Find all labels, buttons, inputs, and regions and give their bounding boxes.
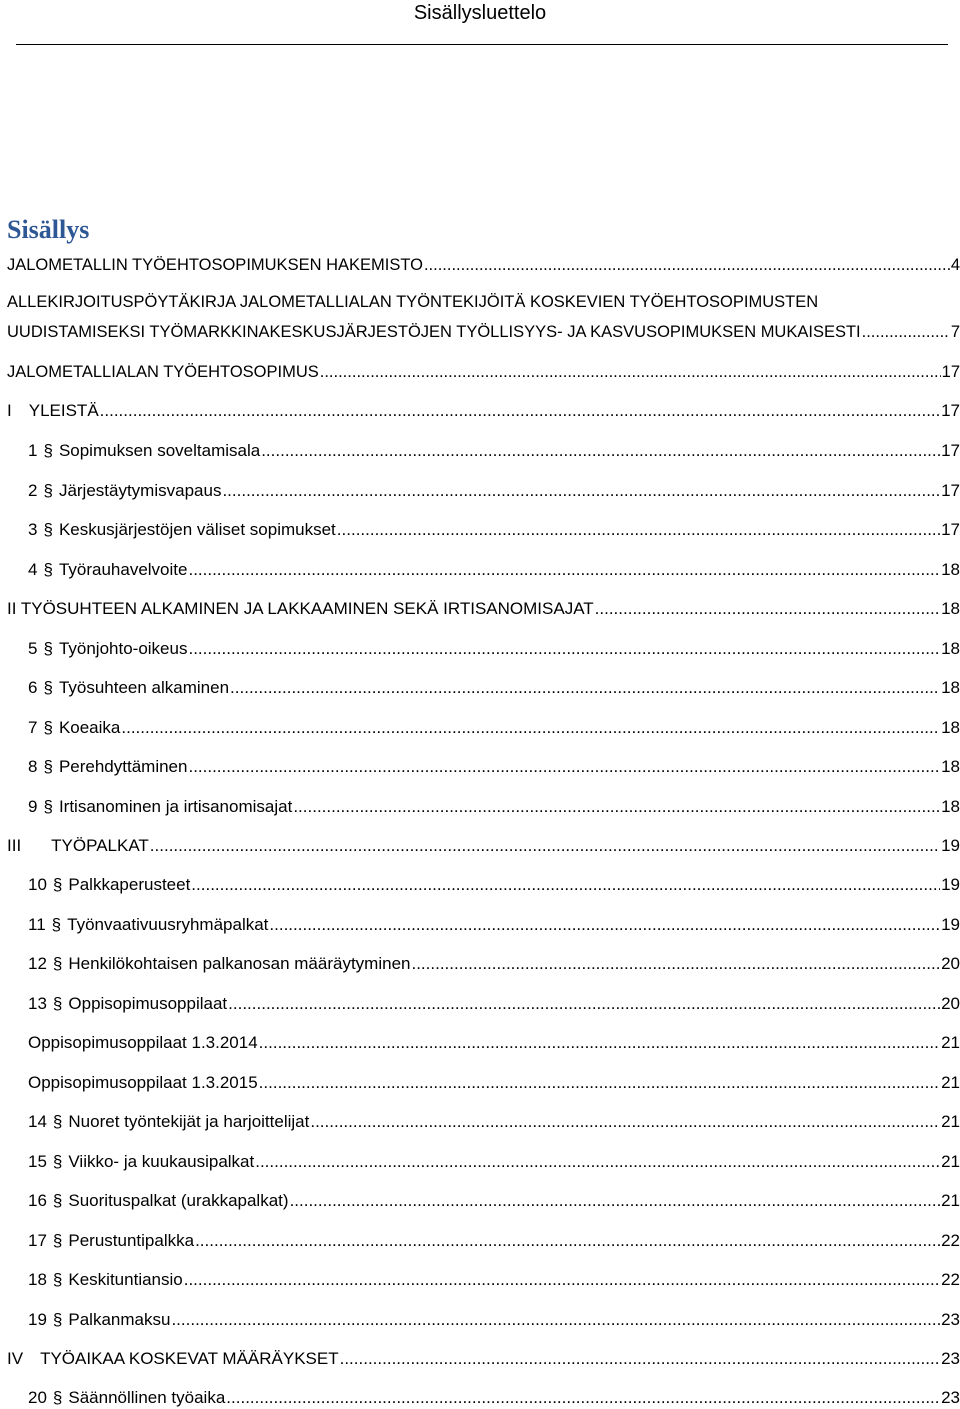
toc-entry[interactable]: [28, 638, 960, 660]
dot-leader: [411, 953, 940, 975]
dot-leader: [290, 1190, 941, 1212]
toc-entry-page: 22: [941, 1270, 960, 1289]
toc-entry-label: [28, 1387, 225, 1409]
header-rule: [16, 44, 948, 45]
toc-entry-first-line[interactable]: ALLEKIRJOITUSPÖYTÄKIRJA JALOMETALLIALAN TYÖNTEKIJÖITÄ KOSKEVIEN TYÖEHTOSOPIMUSTEN: [7, 293, 819, 311]
toc-entry-page: 21: [941, 1191, 960, 1210]
toc-entry[interactable]: [7, 400, 960, 422]
toc-entry-page: 17: [941, 401, 960, 420]
toc-entry[interactable]: [7, 835, 960, 857]
dot-leader: [340, 1348, 940, 1370]
toc-entry-page: 17: [941, 441, 960, 460]
toc-entry-number: 13: [28, 994, 47, 1013]
toc-entry-label: JALOMETALLIN TYÖEHTOSOPIMUKSEN HAKEMISTO: [7, 256, 423, 274]
toc-entry-number: 14: [28, 1112, 47, 1131]
toc-entry-title: Henkilökohtaisen palkanosan määräytyminen: [68, 954, 411, 973]
toc-entry-title: Perustuntipalkka: [68, 1231, 195, 1250]
dot-leader: [184, 1269, 940, 1291]
toc-entry-page: 19: [941, 915, 960, 934]
toc-entry[interactable]: [28, 480, 960, 502]
toc-entry-number: 16: [28, 1191, 47, 1210]
toc-entry[interactable]: [28, 1032, 960, 1054]
toc-entry[interactable]: [28, 993, 960, 1015]
toc-entry-title: Palkanmaksu: [68, 1310, 171, 1329]
toc-entry[interactable]: [7, 361, 960, 383]
toc-entry[interactable]: [28, 1230, 960, 1252]
toc-entry[interactable]: [7, 254, 960, 276]
toc-entry-title: Työrauhavelvoite: [58, 560, 188, 579]
toc-entry-page: 19: [941, 836, 960, 855]
toc-entry[interactable]: [28, 677, 960, 699]
toc-entry-label: [28, 519, 336, 541]
dot-leader: [191, 874, 940, 896]
toc-entry-page: 21: [941, 1033, 960, 1052]
toc-entry-number: 15: [28, 1152, 47, 1171]
toc-entry-title: Säännöllinen työaika: [68, 1388, 226, 1407]
section-sign-icon: §: [52, 994, 63, 1013]
dot-leader: [188, 638, 940, 660]
toc-entry[interactable]: [28, 1190, 960, 1212]
toc-entry-label: [28, 1151, 254, 1173]
section-sign-icon: §: [52, 1231, 63, 1250]
toc-entry-number: I: [7, 401, 12, 420]
toc-entry-page: 21: [941, 1073, 960, 1092]
section-sign-icon: §: [52, 1152, 63, 1171]
section-sign-icon: §: [43, 481, 53, 500]
toc-entry-label: [28, 993, 227, 1015]
toc-entry-page: 18: [941, 639, 960, 658]
toc-entry-page: 7: [950, 323, 960, 341]
dot-leader: [320, 361, 941, 383]
toc-entry-page: 23: [941, 1349, 960, 1368]
toc-entry-page: 19: [941, 875, 960, 894]
toc-entry-label: [7, 835, 149, 857]
section-sign-icon: §: [52, 1310, 63, 1329]
toc-entry[interactable]: [28, 1151, 960, 1173]
toc-entry[interactable]: [28, 1309, 960, 1331]
toc-entry[interactable]: [28, 440, 960, 462]
toc-entry-label: [28, 559, 187, 581]
toc-entry-label: II TYÖSUHTEEN ALKAMINEN JA LAKKAAMINEN SEKÄ IRTISANOMISAJAT: [7, 599, 594, 618]
toc-entry-page: 18: [941, 678, 960, 697]
toc-entry-number: 20: [28, 1388, 47, 1407]
toc-entry-number: 10: [28, 875, 47, 894]
dot-leader: [862, 321, 950, 343]
toc-entry-number: 1: [28, 441, 38, 460]
toc-entry-page: 18: [941, 599, 960, 618]
toc-entry[interactable]: [28, 559, 960, 581]
toc-entry-number: 6: [28, 678, 38, 697]
section-sign-icon: §: [51, 915, 62, 934]
dot-leader: [228, 993, 940, 1015]
toc-entry-page: 17: [941, 520, 960, 539]
section-sign-icon: §: [43, 797, 53, 816]
toc-entry-label: [7, 1348, 339, 1370]
section-sign-icon: §: [43, 520, 53, 539]
toc-entry[interactable]: [28, 756, 960, 778]
toc-entry-page: 21: [941, 1152, 960, 1171]
dot-leader: [595, 598, 940, 620]
dot-leader: [337, 519, 940, 541]
toc-entry-page: 20: [941, 994, 960, 1013]
dot-leader: [195, 1230, 940, 1252]
toc-entry-label: [28, 1111, 309, 1133]
toc-entry-page: 18: [941, 560, 960, 579]
dot-leader: [171, 1309, 940, 1331]
toc-entry-label: Oppisopimusoppilaat 1.3.2015: [28, 1073, 258, 1092]
toc-entry-page: 21: [941, 1112, 960, 1131]
toc-entry[interactable]: [28, 874, 960, 896]
section-sign-icon: §: [52, 1388, 63, 1407]
toc-entry-label: [28, 717, 120, 739]
toc-entry-label: [28, 874, 190, 896]
toc-entry-title: Perehdyttäminen: [58, 757, 188, 776]
toc-entry-label: [28, 914, 268, 936]
toc-entry-page: 4: [950, 256, 960, 274]
toc-entry-title: Nuoret työntekijät ja harjoittelijat: [68, 1112, 310, 1131]
toc-entry-page: 17: [941, 363, 960, 381]
toc-entry-title: Viikko- ja kuukausipalkat: [68, 1152, 255, 1171]
toc-entry[interactable]: [7, 1348, 960, 1370]
toc-entry-number: 18: [28, 1270, 47, 1289]
toc-entry-title: Suorituspalkat (urakkapalkat): [68, 1191, 289, 1210]
dot-leader: [255, 1151, 940, 1173]
dot-leader: [100, 400, 940, 422]
toc-entry-title: TYÖAIKAA KOSKEVAT MÄÄRÄYKSET: [40, 1349, 339, 1368]
toc-entry-label: [7, 400, 99, 422]
toc-entry-title: Sopimuksen soveltamisala: [58, 441, 261, 460]
toc-entry-number: 11: [28, 915, 46, 934]
section-sign-icon: §: [52, 1112, 63, 1131]
toc-entry[interactable]: [28, 717, 960, 739]
toc-entry-label: [28, 1230, 194, 1252]
section-sign-icon: §: [52, 954, 63, 973]
toc-entry-number: 5: [28, 639, 38, 658]
section-sign-icon: §: [52, 1270, 63, 1289]
toc-entry-number: 9: [28, 797, 38, 816]
toc-entry-page: 23: [941, 1388, 960, 1407]
toc-entry-label: [28, 953, 410, 975]
dot-leader: [293, 796, 940, 818]
toc-entry[interactable]: [28, 1111, 960, 1133]
toc-entry[interactable]: [28, 519, 960, 541]
toc-entry-title: Oppisopimusoppilaat: [68, 994, 228, 1013]
dot-leader: [222, 480, 940, 502]
dot-leader: [259, 1072, 940, 1094]
toc-entry-number: 8: [28, 757, 38, 776]
toc-entry-page: 18: [941, 718, 960, 737]
toc-entry-number: IV: [7, 1349, 24, 1368]
section-sign-icon: §: [52, 875, 63, 894]
toc-entry-label: [28, 796, 292, 818]
toc-entry-number: 19: [28, 1310, 47, 1329]
toc-entry-title: Palkkaperusteet: [68, 875, 191, 894]
toc-entry-number: 17: [28, 1231, 47, 1250]
toc-entry-page: 18: [941, 797, 960, 816]
dot-leader: [269, 914, 940, 936]
toc-entry-title: Keskusjärjestöjen väliset sopimukset: [58, 520, 336, 539]
section-sign-icon: §: [52, 1191, 63, 1210]
toc-entry-title: Työnvaativuusryhmäpalkat: [67, 915, 269, 934]
toc-entry-label: [28, 756, 187, 778]
dot-leader: [310, 1111, 940, 1133]
dot-leader: [121, 717, 940, 739]
toc-entry[interactable]: [28, 953, 960, 975]
toc-entry-page: 23: [941, 1310, 960, 1329]
toc-entry[interactable]: [7, 321, 960, 343]
toc-entry-title: TYÖPALKAT: [51, 836, 149, 855]
toc-entry-number: 4: [28, 560, 38, 579]
toc-entry-title: Irtisanominen ja irtisanomisajat: [58, 797, 293, 816]
toc-entry[interactable]: [28, 796, 960, 818]
section-sign-icon: §: [43, 639, 53, 658]
toc-entry-title: Keskituntiansio: [68, 1270, 183, 1289]
toc-entry-label: [28, 480, 221, 502]
toc-entry-title: Työnjohto-oikeus: [58, 639, 188, 658]
dot-leader: [259, 1032, 940, 1054]
toc-entry-label: [28, 1309, 170, 1331]
section-sign-icon: §: [43, 718, 53, 737]
toc-entry-label: JALOMETALLIALAN TYÖEHTOSOPIMUS: [7, 363, 319, 381]
dot-leader: [150, 835, 940, 857]
toc-entry-label: UUDISTAMISEKSI TYÖMARKKINAKESKUSJÄRJESTÖJEN TYÖLLISYYS- JA KASVUSOPIMUKSEN MUKAISESTI: [7, 323, 861, 341]
toc-entry[interactable]: [28, 1269, 960, 1291]
toc-entry-number: 12: [28, 954, 47, 973]
toc-entry-number: 3: [28, 520, 38, 539]
toc-entry-title: Koeaika: [58, 718, 121, 737]
dot-leader: [230, 677, 940, 699]
toc-entry-page: 18: [941, 757, 960, 776]
toc-entry-title: Järjestäytymisvapaus: [58, 481, 222, 500]
section-sign-icon: §: [43, 678, 53, 697]
toc-entry-label: [28, 677, 229, 699]
toc-entry[interactable]: [7, 598, 960, 620]
section-sign-icon: §: [43, 560, 53, 579]
toc-title: Sisällys: [7, 215, 90, 244]
toc-entry-page: 20: [941, 954, 960, 973]
section-sign-icon: §: [43, 757, 53, 776]
toc-entry-title: Työsuhteen alkaminen: [58, 678, 230, 697]
dot-leader: [188, 559, 940, 581]
toc-entry-number: III: [7, 836, 22, 855]
toc-entry-label: Oppisopimusoppilaat 1.3.2014: [28, 1033, 258, 1052]
dot-leader: [261, 440, 940, 462]
toc-entry-label: [28, 440, 260, 462]
toc-entry-number: 2: [28, 481, 38, 500]
page-header-title: Sisällysluettelo: [413, 2, 547, 24]
dot-leader: [188, 756, 940, 778]
toc-entry-number: 7: [28, 718, 38, 737]
dot-leader: [424, 254, 950, 276]
toc-entry-label: [28, 1269, 183, 1291]
toc-entry-title: YLEISTÄ: [28, 401, 99, 420]
toc-entry-page: 17: [941, 481, 960, 500]
toc-entry-page: 22: [941, 1231, 960, 1250]
toc-entry[interactable]: [28, 1072, 960, 1094]
toc-entry-label: [28, 1190, 289, 1212]
toc-entry[interactable]: [28, 914, 960, 936]
toc-entry[interactable]: [28, 1387, 960, 1409]
section-sign-icon: §: [43, 441, 53, 460]
toc-entry-label: [28, 638, 187, 660]
dot-leader: [226, 1387, 940, 1409]
